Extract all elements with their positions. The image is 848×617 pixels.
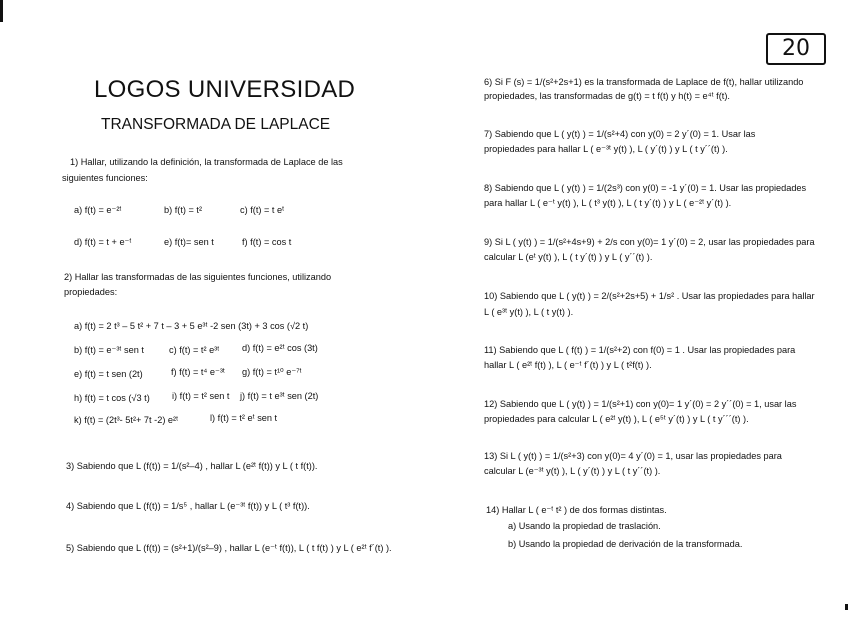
exercise-14-text: 14) Hallar L ( e⁻ᵗ t² ) de dos formas distintas. bbox=[486, 505, 667, 515]
exercise-10-text: L ( e³ᵗ y(t) ), L ( t y(t) ). bbox=[484, 307, 574, 317]
page-subtitle: TRANSFORMADA DE LAPLACE bbox=[101, 116, 331, 133]
exercise-14-item: b) Usando la propiedad de derivación de la transformada. bbox=[508, 539, 743, 549]
exercise-6-text: 6) Si F (s) = 1/(s²+2s+1) es la transformada de Laplace de f(t), hallar utilizando bbox=[484, 77, 804, 87]
exercise-2-item: l) f(t) = t² eᵗ sen t bbox=[210, 413, 278, 423]
page-number-box bbox=[766, 33, 826, 65]
exercise-1-text: siguientes funciones: bbox=[62, 173, 148, 183]
exercise-1-item: e) f(t)= sen t bbox=[164, 237, 214, 247]
exercise-2-item: e) f(t) = t sen (2t) bbox=[74, 369, 143, 379]
exercise-12-text: 12) Sabiendo que L ( y(t) ) = 1/(s²+1) con y(0)= 1 y´(0) = 2 y´´(0) = 1, usar las bbox=[484, 399, 797, 409]
exercise-9-text: 9) Si L ( y(t) ) = 1/(s²+4s+9) + 2/s con y(0)= 1 y´(0) = 2, usar las propiedades para bbox=[484, 237, 815, 247]
exercise-13-text: calcular L (e⁻³ᵗ y(t) ), L ( y´(t) ) y L ( t y´´(t) ). bbox=[484, 466, 661, 476]
exercise-1-item: d) f(t) = t + e⁻ᵗ bbox=[74, 237, 132, 247]
exercise-6-text: propiedades, las transformadas de g(t) = t f(t) y h(t) = e⁴ᵗ f(t). bbox=[484, 91, 730, 101]
exercise-2-text: 2) Hallar las transformadas de las siguientes funciones, utilizando bbox=[64, 272, 332, 282]
exercise-7-text: 7) Sabiendo que L ( y(t) ) = 1/(s²+4) con y(0) = 2 y´(0) = 1. Usar las bbox=[484, 129, 756, 139]
page-number: 20 bbox=[782, 36, 810, 61]
exercise-2-text: propiedades: bbox=[64, 287, 118, 297]
exercise-2-item: j) f(t) = t e³ᵗ sen (2t) bbox=[240, 391, 319, 401]
exercise-8-text: 8) Sabiendo que L ( y(t) ) = 1/(2s³) con y(0) = -1 y´(0) = 1. Usar las propiedades bbox=[484, 183, 807, 193]
exercise-12-text: propiedades para calcular L ( e²ᵗ y(t) ), L ( e⁵ᵗ y´(t) ) y L ( t y´´´(t) ). bbox=[484, 414, 749, 424]
exercise-10-text: 10) Sabiendo que L ( y(t) ) = 2/(s²+2s+5) + 1/s² . Usar las propiedades para hallar bbox=[484, 291, 815, 301]
exercise-7-text: propiedades para hallar L ( e⁻³ᵗ y(t) ), L ( y´(t) ) y L ( t y´´(t) ). bbox=[484, 144, 728, 154]
exercise-1-item: a) f(t) = e⁻²ᵗ bbox=[74, 205, 122, 215]
exercise-2-item: h) f(t) = t cos (√3 t) bbox=[74, 393, 150, 403]
exercise-1-text: 1) Hallar, utilizando la definición, la transformada de Laplace de las bbox=[70, 157, 343, 167]
exercise-1-item: f) f(t) = cos t bbox=[242, 237, 292, 247]
exercise-2-item: f) f(t) = t⁴ e⁻³ᵗ bbox=[171, 367, 225, 377]
exercise-8-text: para hallar L ( e⁻ᵗ y(t) ), L ( t³ y(t) ), L ( t y´(t) ) y L ( e⁻²ᵗ y´(t) ). bbox=[484, 198, 732, 208]
exercise-1-item: c) f(t) = t eᵗ bbox=[240, 205, 285, 215]
exercise-2-item: i) f(t) = t² sen t bbox=[172, 391, 230, 401]
exercise-4-text: 4) Sabiendo que L (f(t)) = 1/s⁵ , hallar L (e⁻³ᵗ f(t)) y L ( t³ f(t)). bbox=[66, 501, 310, 511]
scan-edge-mark bbox=[0, 0, 3, 22]
exercise-2-item: b) f(t) = e⁻³ᵗ sen t bbox=[74, 345, 144, 355]
exercise-2-item: g) f(t) = t¹⁰ e⁻⁷ᵗ bbox=[242, 367, 302, 377]
exercise-14-item: a) Usando la propiedad de traslación. bbox=[508, 521, 661, 531]
exercise-11-text: 11) Sabiendo que L ( f(t) ) = 1/(s²+2) con f(0) = 1 . Usar las propiedades para bbox=[484, 345, 796, 355]
exercise-2-item: k) f(t) = (2t³- 5t²+ 7t -2) e²ᵗ bbox=[74, 415, 179, 425]
exercise-2-item: a) f(t) = 2 t³ – 5 t² + 7 t – 3 + 5 e³ᵗ -2 sen (3t) + 3 cos (√2 t) bbox=[74, 321, 309, 331]
exercise-5-text: 5) Sabiendo que L (f(t)) = (s²+1)/(s²–9) , hallar L (e⁻ᵗ f(t)), L ( t f(t) ) y L ( e²ᵗ f´(t) ). bbox=[66, 543, 392, 553]
exercise-2-item: d) f(t) = e²ᵗ cos (3t) bbox=[242, 343, 318, 353]
exercise-11-text: hallar L ( e²ᵗ f(t) ), L ( e⁻ᵗ f´(t) ) y L ( t²f(t) ). bbox=[484, 360, 652, 370]
exercise-1-item: b) f(t) = t² bbox=[164, 205, 203, 215]
exercise-2-item: c) f(t) = t² e³ᵗ bbox=[169, 345, 220, 355]
exercise-9-text: calcular L (eᵗ y(t) ), L ( t y´(t) ) y L ( y´´(t) ). bbox=[484, 252, 653, 262]
exercise-3-text: 3) Sabiendo que L (f(t)) = 1/(s²–4) , hallar L (e²ᵗ f(t)) y L ( t f(t)). bbox=[66, 461, 318, 471]
page-title: LOGOS UNIVERSIDAD bbox=[94, 76, 356, 103]
exercise-13-text: 13) Si L ( y(t) ) = 1/(s²+3) con y(0)= 4 y´(0) = 1, usar las propiedades para bbox=[484, 451, 782, 461]
